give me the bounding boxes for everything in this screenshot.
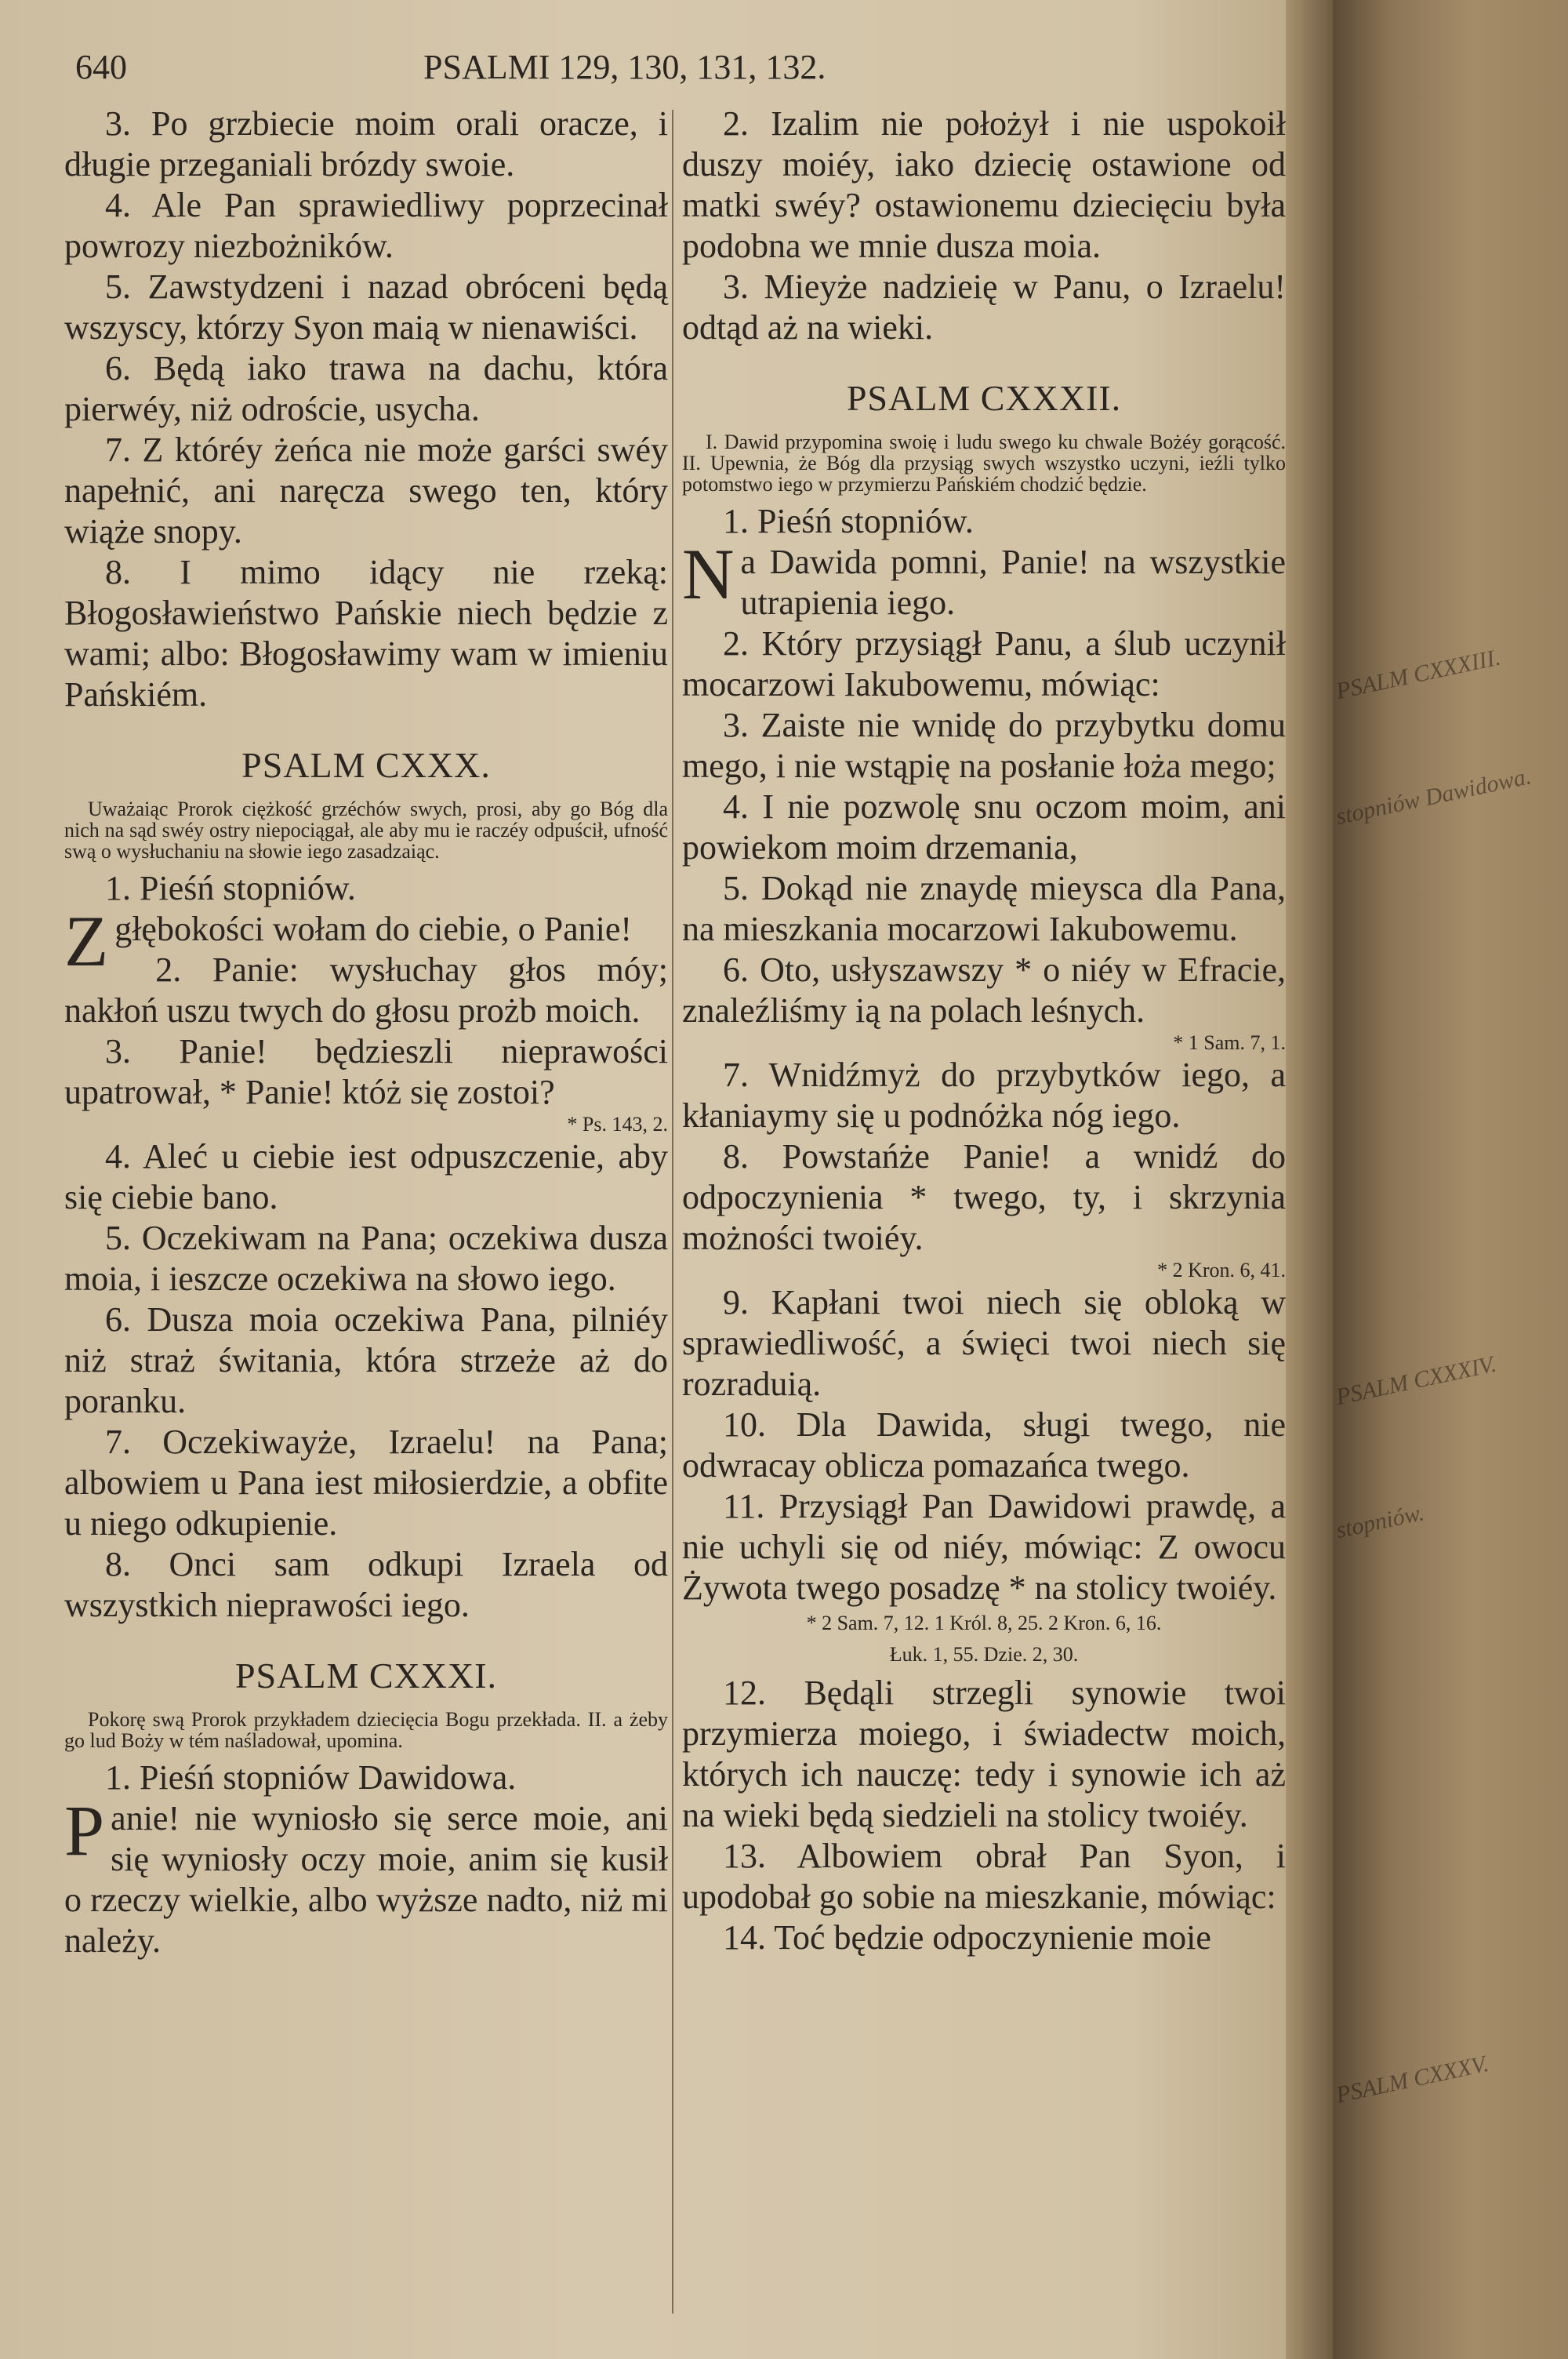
verse-text: głębokości wołam do ciebie, o Panie! (114, 910, 633, 948)
left-column (64, 104, 668, 1961)
psalm-summary: I. Dawid przypomina swoię i ludu swego ku chwale Bożéy gorącość. II. Upewnia, że Bóg dla przysiąg swych wszystko uczyni, ieźli tylko potomstwo iego w przymierzu Pańskiém chodzić będzie. (682, 431, 1286, 496)
verse: 6. Będą iako trawa na dachu, która pierwéy, niż odroście, usycha. (64, 349, 668, 428)
verse: 2. Izalim nie położył i nie uspokoił duszy moiéy, iako dziecię ostawione od matki swéy? ostawionemu dziecięciu była podobna we mnie dusza moia. (682, 104, 1286, 265)
column-divider (672, 110, 673, 2314)
verse: 4. Ale Pan sprawiedliwy poprzecinał powrozy niezbożników. (64, 186, 668, 265)
page-number: 640 (75, 48, 127, 86)
verse: 2. Który przysiągł Panu, a ślub uczynił mocarzowi Iakubowemu, mówiąc: (682, 624, 1286, 703)
verse-text: a Dawida pomni, Panie! na wszystkie utrapienia iego. (740, 543, 1286, 622)
cross-reference: * 2 Kron. 6, 41. (1157, 1259, 1286, 1281)
verse: 3. Po grzbiecie moim orali oracze, i długie przeganiali brózdy swoie. (64, 104, 668, 184)
verse: 7. Z któréy żeńca nie może garści swéy napełnić, ani naręcza swego ten, który wiąże snopy. (64, 431, 668, 551)
drop-cap: Z (64, 901, 109, 981)
next-page-fragment: PSALM CXXXV. (1334, 2050, 1491, 2109)
running-title: PSALMI 129, 130, 131, 132. (423, 48, 826, 86)
verse-text: anie! nie wyniosło się serce moie, ani się wyniosły oczy moie, anim się kusił o rzeczy wielkie, albo wyższe nadto, niż mi należy. (64, 1799, 668, 1960)
verse: 3. Zaiste nie wnidę do przybytku domu mego, i nie wstąpię na posłanie łoża mego; (682, 706, 1286, 785)
next-page-fragment: PSALM CXXXIII. (1334, 644, 1503, 705)
verse: 4. Aleć u ciebie iest odpuszczenie, aby się ciebie bano. (64, 1137, 668, 1216)
psalm-title: PSALM CXXX. (241, 745, 491, 785)
psalm-summary: Uważaiąc Prorok ciężkość grzéchów swych, prosi, aby go Bóg dla nich na sąd swéy ostry niepociągał, ale aby mu ie raczéy odpuścił, ufność swą o wysłuchaniu na słowie iego zasadzaiąc. (64, 798, 668, 863)
verse: 3. Mieyże nadzieię w Panu, o Izraelu! odtąd aż na wieki. (682, 267, 1286, 347)
drop-cap: P (64, 1790, 105, 1870)
dropcap-verse (64, 901, 668, 981)
verse: 5. Oczekiwam na Pana; oczekiwa dusza moia, i ieszcze oczekiwa na słowo iego. (64, 1219, 668, 1298)
verse: 11. Przysiągł Pan Dawidowi prawdę, a nie uchyli się od niéy, mówiąc: Z owocu Żywota twego posadzę * na stolicy twoiéy. (682, 1487, 1286, 1607)
verse: 8. Powstańże Panie! a wnidź do odpoczynienia * twego, ty, i skrzynia możności twoiéy. (682, 1137, 1286, 1257)
next-page-fragment: PSALM CXXXIV. (1334, 1350, 1499, 1411)
verse: 8. I mimo idący nie rzeką: Błogosławieństwo Pańskie niech będzie z wami; albo: Błogosławimy wam w imieniu Pańskiém. (64, 553, 668, 714)
verse: 12. Będąli strzegli synowie twoi przymierza moiego, i świadectw moich, których ich nauczę: tedy i synowie ich aż na wieki będą siedzieli na stolicy twoiéy. (682, 1674, 1286, 1834)
verse: 7. Wnidźmyż do przybytków iego, a kłaniaymy się u podnóżka nóg iego. (682, 1056, 1286, 1135)
verse: 14. Toć będzie odpoczynienie moie (723, 1918, 1211, 1957)
verse: 9. Kapłani twoi niech się obloką w sprawiedliwość, a święci twoi niech się rozraduią. (682, 1283, 1286, 1403)
next-page-fragment: stopniów. (1334, 1499, 1427, 1544)
dropcap-verse (682, 534, 1286, 623)
cross-reference: * 1 Sam. 7, 1. (1173, 1031, 1286, 1054)
cross-reference: * Ps. 143, 2. (567, 1113, 668, 1136)
verse: 2. Panie: wysłuchay głos móy; nakłoń uszu twych do głosu prożb moich. (64, 951, 668, 1030)
verse: 3. Panie! będzieszli nieprawości upatrował, * Panie! któż się zostoi? (64, 1032, 668, 1111)
verse: 13. Albowiem obrał Pan Syon, i upodobał go sobie na mieszkanie, mówiąc: (682, 1837, 1286, 1916)
psalm-title: PSALM CXXXI. (234, 1656, 498, 1696)
verse: 4. I nie pozwolę snu oczom moim, ani powiekom moim drzemania, (682, 787, 1286, 867)
psalm-summary: Pokorę swą Prorok przykładem dziecięcia Bogu przekłada. II. a żeby go lud Boży w tém naśladował, upomina. (64, 1708, 668, 1752)
psalm-heading: 1. Pieśń stopniów. (723, 502, 974, 540)
cross-reference: Łuk. 1, 55. Dzie. 2, 30. (889, 1643, 1079, 1666)
psalm-title: PSALM CXXXII. (846, 378, 1122, 418)
verse: 6. Oto, usłyszawszy * o niéy w Efracie, znaleźliśmy ią na polach leśnych. (682, 951, 1286, 1030)
psalm-heading: 1. Pieśń stopniów Dawidowa. (105, 1758, 517, 1797)
verse: 5. Dokąd nie znaydę mieysca dla Pana, na mieszkania mocarzowi Iakubowemu. (682, 869, 1286, 948)
next-page-edge (1333, 0, 1568, 2359)
cross-reference: * 2 Sam. 7, 12. 1 Król. 8, 25. 2 Kron. 6, 16. (806, 1612, 1162, 1634)
verse: 6. Dusza moia oczekiwa Pana, pilniéy niż straż świtania, która strzeże aż do poranku. (64, 1300, 668, 1420)
right-column (682, 104, 1286, 1958)
drop-cap: N (682, 534, 735, 614)
next-page-fragment: stopniów Dawidowa. (1334, 763, 1534, 831)
verse: 5. Zawstydzeni i nazad obróceni będą wszyscy, którzy Syon maią w nienawiści. (64, 267, 668, 347)
verse: 8. Onci sam odkupi Izraela od wszystkich nieprawości iego. (64, 1545, 668, 1624)
verse: 7. Oczekiwayże, Izraelu! na Pana; albowiem u Pana iest miłosierdzie, a obfite u niego odkupienie. (64, 1423, 668, 1543)
dropcap-verse (64, 1790, 668, 1961)
psalm-heading: 1. Pieśń stopniów. (105, 869, 356, 907)
verse: 10. Dla Dawida, sługi twego, nie odwracay oblicza pomazańca twego. (682, 1405, 1286, 1485)
